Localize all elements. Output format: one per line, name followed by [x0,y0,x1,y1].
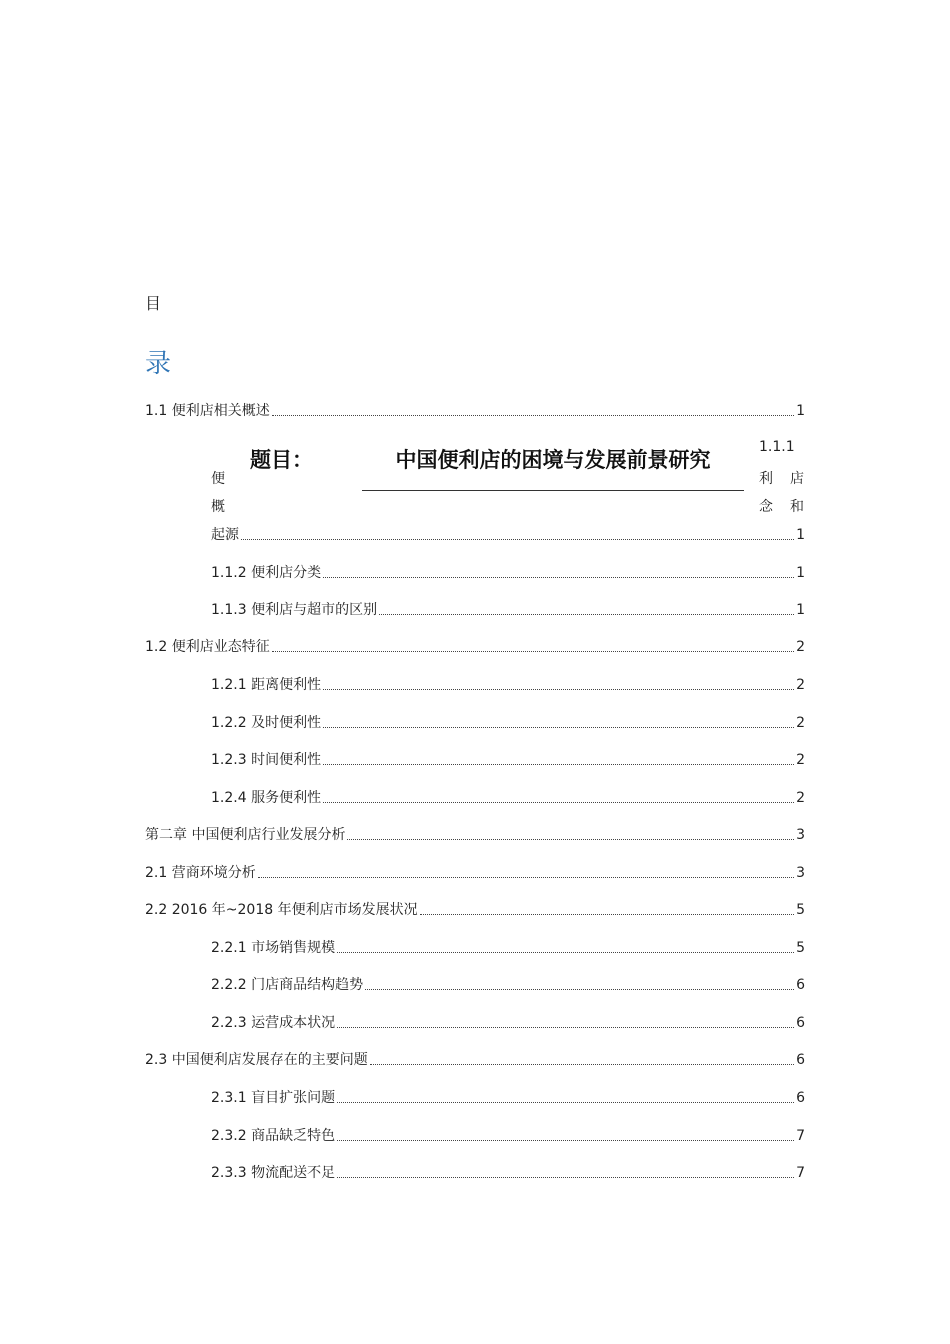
toc-entry-label: 1.2.3 时间便利性 [211,752,322,768]
toc-leader-dots [241,539,794,540]
toc-leader-dots [379,614,794,615]
toc-entry[interactable] [211,1085,805,1107]
toc-entry-page: 1 [796,527,805,543]
toc-entry-page: 2 [796,790,805,806]
toc-leader-dots [337,1140,794,1141]
toc-entry-111-number: 1.1.1 [759,439,795,455]
toc-entry-page: 7 [796,1128,805,1144]
toc-entry[interactable] [211,972,805,994]
toc-entry-page: 2 [796,752,805,768]
toc-entry-page: 5 [796,902,805,918]
toc-entry-page: 1 [796,403,805,419]
toc-leader-dots [258,877,794,878]
toc-entry[interactable] [211,1010,805,1032]
toc-entry-label: 1.2.2 及时便利性 [211,715,322,731]
toc-entry[interactable] [145,634,805,656]
toc-entry-label: 第二章 中国便利店行业发展分析 [145,827,346,843]
toc-entry-page: 6 [796,1090,805,1106]
toc-entry[interactable] [211,785,805,807]
toc-entry-page: 2 [796,715,805,731]
toc-entry-label: 1.1 便利店相关概述 [145,403,270,419]
toc-entry[interactable] [145,860,805,882]
toc-entry-page: 1 [796,565,805,581]
toc-leader-dots [337,1177,794,1178]
toc-entry-page: 2 [796,639,805,655]
toc-entry[interactable] [211,672,805,694]
toc-entry-page: 3 [796,865,805,881]
toc-entry-label: 2.2.2 门店商品结构趋势 [211,977,364,993]
toc-entry[interactable] [211,1123,805,1145]
toc-entry-label: 2.3 中国便利店发展存在的主要问题 [145,1052,368,1068]
toc-entry-page: 6 [796,1015,805,1031]
toc-entry[interactable] [211,747,805,769]
toc-entry[interactable] [211,597,805,619]
toc-entry-111-frag: 和 [790,499,804,515]
toc-entry-page: 6 [796,977,805,993]
toc-entry[interactable] [145,822,805,844]
toc-leader-dots [272,415,794,416]
toc-entry[interactable] [211,710,805,732]
toc-entry-page: 7 [796,1165,805,1181]
toc-leader-dots [337,952,794,953]
toc-leader-dots [323,802,794,803]
toc-entry-label: 1.2 便利店业态特征 [145,639,270,655]
toc-entry-111-frag: 念 [759,499,773,515]
toc-entry-label: 1.2.1 距离便利性 [211,677,322,693]
toc-entry-label: 2.2 2016 年~2018 年便利店市场发展状况 [145,902,418,918]
toc-entry-label: 2.2.1 市场销售规模 [211,940,336,956]
toc-entry-111-frag: 概 [211,499,225,515]
toc-leader-dots [323,727,794,728]
toc-entry-page: 3 [796,827,805,843]
toc-entry-label: 起源 [211,527,239,543]
toc-leader-dots [323,577,794,578]
toc-leader-dots [323,689,794,690]
toc-entry-label: 2.1 营商环境分析 [145,865,256,881]
toc-leader-dots [420,914,794,915]
toc-entry[interactable] [211,935,805,957]
thesis-title: 中国便利店的困境与发展前景研究 [395,448,711,472]
toc-entry-111-frag: 便 [211,471,225,487]
toc-leader-dots [337,1027,794,1028]
toc-entry[interactable] [211,1160,805,1182]
toc-entry[interactable] [145,897,805,919]
toc-leader-dots [337,1102,794,1103]
toc-leader-dots [323,764,794,765]
toc-entry-page: 6 [796,1052,805,1068]
toc-entry-label: 1.2.4 服务便利性 [211,790,322,806]
toc-entry-page: 1 [796,602,805,618]
toc-entry-page: 2 [796,677,805,693]
toc-entry-label: 1.1.3 便利店与超市的区别 [211,602,378,618]
toc-leader-dots [272,651,794,652]
title-underline [362,490,744,491]
toc-entry-111-frag: 利 [759,471,773,487]
toc-entry[interactable] [211,522,805,544]
toc-entry-label: 2.3.2 商品缺乏特色 [211,1128,336,1144]
toc-entry-label: 1.1.2 便利店分类 [211,565,322,581]
title-label: 题目： [250,448,313,472]
toc-leader-dots [347,839,794,840]
toc-entry-111-frag: 店 [790,471,804,487]
toc-entry-page: 5 [796,940,805,956]
toc-entry-label: 2.3.1 盲目扩张问题 [211,1090,336,1106]
toc-leader-dots [370,1064,794,1065]
toc-leader-dots [365,989,794,990]
toc-entry[interactable] [145,1047,805,1069]
toc-heading-part1: 目 [145,294,162,313]
toc-entry[interactable] [145,398,805,420]
toc-entry-label: 2.3.3 物流配送不足 [211,1165,336,1181]
toc-entry-label: 2.2.3 运营成本状况 [211,1015,336,1031]
toc-entry[interactable] [211,560,805,582]
toc-heading-part2: 录 [145,349,172,379]
